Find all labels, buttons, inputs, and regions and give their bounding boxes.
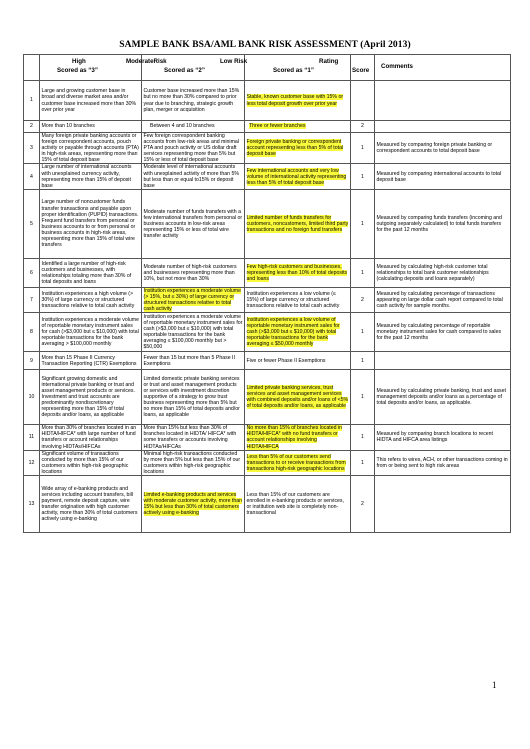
comment-cell: [375, 370, 511, 425]
header-score-label: Score: [352, 67, 370, 74]
moderate-risk-cell-text: Between 4 and 10 branches: [150, 123, 215, 130]
moderate-risk-cell-text: Minimal high-risk transactions conducted by more than 5% but less than 15% of our customers within high-risk geographic locations: [143, 450, 241, 475]
header-number-column: [24, 55, 40, 81]
score-cell-text: 1: [361, 269, 364, 276]
moderate-risk-cell-text: Limited e-banking products and services with moderate customer activity, more than 15% but less than 30% of total customers actively using e-banking: [143, 491, 243, 517]
comment-cell-text: Measured by comparing branch locations to recent HIDTA and HIFCA area listings: [376, 431, 493, 444]
comment-cell: [375, 81, 511, 121]
low-risk-cell: [245, 450, 351, 475]
row-number-text: 2: [30, 123, 33, 130]
score-cell-text: 1: [361, 145, 364, 152]
comment-cell: [375, 450, 511, 475]
moderate-risk-cell: [142, 450, 245, 475]
low-risk-cell-text: Five or fewer Phase II Exemptions: [246, 357, 326, 364]
row-number: [24, 425, 40, 450]
header-high: [40, 55, 167, 81]
score-cell: [351, 121, 375, 133]
score-cell-text: 1: [361, 459, 364, 466]
comment-cell: [375, 287, 511, 312]
low-risk-cell: [245, 475, 351, 532]
score-cell-text: 1: [361, 220, 364, 227]
page-number: 1: [492, 680, 497, 690]
score-cell: [351, 133, 375, 164]
moderate-risk-cell-text: Institution experiences a moderate volume (> 15%, but ≤ 30%) of large currency or structured transactions relative to total cash activity: [143, 287, 241, 313]
moderate-risk-cell: [142, 370, 245, 425]
high-risk-cell: [40, 425, 142, 450]
row-number-text: 1: [30, 97, 33, 104]
table-row: [24, 287, 511, 312]
header-moderate-risk-label: ModerateRisk: [126, 58, 167, 65]
row-number: [24, 189, 40, 258]
high-risk-cell: [40, 450, 142, 475]
table-row: [24, 133, 511, 164]
table-row: [24, 475, 511, 532]
low-risk-cell-text: Limited private banking services, trust services and asset management services with combined deposits and/or loans of <5% of total deposits and/or loans, as applicable: [246, 385, 349, 410]
row-number: [24, 287, 40, 312]
risk-assessment-table: [23, 54, 511, 533]
high-risk-cell: [40, 313, 142, 352]
score-cell: [351, 425, 375, 450]
comment-cell: [375, 425, 511, 450]
low-risk-cell-text: Stable, known customer base with 15% or less total deposit growth over prior year: [246, 94, 344, 107]
low-risk-cell-text: No more than 15% of branches located in HIDTA/HIFCA* with no fund transfers or account relationships involving HIDTA/HIFCA: [246, 425, 342, 450]
high-risk-cell-text: Institution experiences a moderate volume of reportable monetary instrument sales for cash (>$3,000 but ≤ $10,000) with total reportable transactions for the bank averaging > $100,000 monthly: [41, 316, 139, 348]
row-number: [24, 475, 40, 532]
moderate-risk-cell: [142, 189, 245, 258]
score-cell-text: 1: [361, 394, 364, 401]
comment-cell-text: Measured by comparing international accounts to total deposit base: [376, 170, 502, 183]
low-risk-cell-text: Few high-risk customers and businesses, representing less than 10% of total deposits and loans: [246, 263, 348, 282]
low-risk-cell-text: Institution experiences a low volume (≤ 15%) of large currency or structured transactions relative to total cash activity: [246, 290, 340, 310]
header-low: [245, 55, 351, 81]
header-comments-label: Comments: [381, 63, 413, 70]
comment-cell: [375, 258, 511, 287]
table-row: [24, 189, 511, 258]
score-cell: [351, 475, 375, 532]
page-title: SAMPLE BANK BSA/AML BANK RISK ASSESSMENT (April 2013): [119, 40, 411, 50]
moderate-risk-cell-text: Moderate level of international accounts with unexplained activity of more than 5% but less than or equal to15% or deposit base: [143, 164, 239, 189]
header-moderate: [142, 55, 248, 81]
high-risk-cell: [40, 133, 142, 164]
moderate-risk-cell-text: Moderate number of funds transfers with a few international transfers from personal or business accounts in low-risk areas representing 15% or less of total wire transfer activity: [143, 208, 243, 239]
moderate-risk-cell-text: Institution experiences a moderate volume of reportable monetary instrument sales for cash (>$3,000 but ≤ $10,000) with total reportable transactions for the bank averaging ≤ $100,000 monthly but > $50,000: [143, 313, 243, 351]
header-rating-label: Rating: [319, 58, 339, 65]
low-risk-cell: [245, 81, 351, 121]
score-cell: [351, 81, 375, 121]
high-risk-cell-text: Wide array of e-banking products and services including account transfers, bill payment, remote deposit capture, wire transfer origination with high customer activity, more than 30% of total customers actively using e-banking: [41, 485, 138, 523]
high-risk-cell: [40, 189, 142, 258]
table-row: [24, 258, 511, 287]
comment-cell: [375, 121, 511, 133]
high-risk-cell: [40, 370, 142, 425]
high-risk-cell-text: Large and growing customer base in broad and diverse market area and/or customer base increased more than 30% over prior year: [41, 88, 137, 113]
header-scored3-label: Scored as “3”: [57, 67, 98, 74]
low-risk-cell: [245, 258, 351, 287]
low-risk-cell: [245, 370, 351, 425]
header-scored1-label: Scored as “1”: [273, 67, 314, 74]
high-risk-cell-text: Significant growing domestic and international private banking or trust and asset management products or services. Investment and trust accounts are predominantly nondiscretionary representing more than 15% of total deposits and/or loans, as applicable: [41, 375, 135, 419]
moderate-risk-cell: [142, 425, 245, 450]
moderate-risk-cell-text: Fewer than 15 but more than 5 Phase II Exemptions: [143, 354, 235, 367]
row-number: [24, 450, 40, 475]
row-number: [24, 164, 40, 189]
low-risk-cell: [245, 189, 351, 258]
low-risk-cell-text: Less than 15% of our customers are enrolled in e-banking products or services, or institution web site is completely non-transactional: [246, 491, 344, 517]
comment-cell: [375, 189, 511, 258]
comment-cell-text: Measured by calculating high-risk customer total relationships to total bank customer relationships (calculating deposits and loans separately): [376, 263, 489, 282]
header-row: [24, 55, 511, 81]
moderate-risk-cell: [142, 287, 245, 312]
risk-table-body: [24, 81, 511, 533]
row-number: [24, 121, 40, 133]
low-risk-cell: [245, 121, 351, 133]
comment-cell-text: Measured by calculating private banking, trust and asset management deposits and/or loans as a percentage of total deposits and/or loans, as applicable.: [376, 388, 506, 407]
comment-cell-text: Measured by comparing foreign private banking or correspondent accounts to total deposit base: [376, 142, 493, 155]
low-risk-cell-text: Limited number of funds transfers for customers, noncustomers, limited third party transactions and no foreign fund transfers: [246, 214, 349, 233]
row-number-text: 10: [28, 394, 35, 401]
header-high-label: High: [72, 58, 86, 65]
high-risk-cell: [40, 352, 142, 370]
score-cell: [351, 313, 375, 352]
high-risk-cell: [40, 287, 142, 312]
moderate-risk-cell: [142, 133, 245, 164]
row-number-text: 12: [28, 459, 35, 466]
table-row: [24, 164, 511, 189]
high-risk-cell-text: More than 30% of branches located in an HIDTA/HIFCA* with large number of fund transfers or account relationships involving HIDTAs/HIFCAs: [41, 425, 137, 450]
moderate-risk-cell: [142, 81, 245, 121]
moderate-risk-cell-text: More than 15% but less than 30% of branches located in HIDTA/ HIFCA* with some transfers or accounts involving HIDTAs/HIFCAs: [143, 425, 237, 450]
score-cell: [351, 164, 375, 189]
score-cell: [351, 287, 375, 312]
comment-cell: [375, 313, 511, 352]
table-row: [24, 81, 511, 121]
score-cell-text: 1: [361, 434, 364, 441]
row-number: [24, 81, 40, 121]
table-row: [24, 313, 511, 352]
row-number-text: 8: [30, 329, 33, 336]
score-cell: [351, 352, 375, 370]
moderate-risk-cell-text: Limited domestic private banking services or trust and asset management products or services with investment discretion supportive of a strategy to grow trust business representing more than 5% but no more than 15% of total deposits and/or loans, as applicable: [143, 375, 240, 419]
low-risk-cell: [245, 352, 351, 370]
row-number-text: 9: [30, 357, 33, 364]
header-score: [351, 55, 375, 81]
moderate-risk-cell-text: Customer base increased more than 15% but no more than 30% compared to prior year due to branching, strategic growth plan, merger or acquisition: [143, 88, 240, 113]
row-number: [24, 352, 40, 370]
row-number-text: 11: [28, 434, 35, 441]
comment-cell-text: Measured by calculating percentage of reportable monetary instrument sales for cash compared to sales for the past 12 months: [376, 323, 502, 342]
comment-cell: [375, 133, 511, 164]
score-cell: [351, 189, 375, 258]
low-risk-cell-text: Less than 5% of our customers send transactions to or receive transactions from transactions high-risk geographic locations: [246, 453, 346, 472]
score-cell: [351, 450, 375, 475]
low-risk-cell-text: Institution experiences a low volume of reportable monetary instrument sales for cash (>$3,000 but ≤ $10,000) with total reportable transactions for the bank averaging ≤ $50,000 monthly: [246, 316, 340, 348]
low-risk-cell: [245, 425, 351, 450]
moderate-risk-cell: [142, 258, 245, 287]
row-number-text: 7: [30, 296, 33, 303]
moderate-risk-cell: [142, 164, 245, 189]
comment-cell-text: Measured by calculating percentage of transactions appearing on large dollar cash report compared to total cash activity for sample months.: [376, 290, 503, 310]
high-risk-cell-text: Large number of international accounts with unexplained currency activity, representing more than 15% of deposit base: [41, 164, 132, 189]
moderate-risk-cell: [142, 352, 245, 370]
moderate-risk-cell: [142, 475, 245, 532]
low-risk-cell: [245, 133, 351, 164]
table-row: [24, 425, 511, 450]
row-number: [24, 258, 40, 287]
row-number: [24, 133, 40, 164]
moderate-risk-cell: [142, 313, 245, 352]
high-risk-cell-text: More than 15 Phase II Currency Transaction Reporting (CTR) Exemptions: [41, 354, 137, 367]
high-risk-cell: [40, 81, 142, 121]
low-risk-cell-text: Foreign private banking or correspondent account representing less than 5% of total deposit base: [246, 139, 344, 158]
header-comments: [375, 55, 511, 81]
comment-cell-text: Measured by comparing funds transfers (incoming and outgoing separately calculated) to total funds transfers for the past 12 months: [376, 214, 502, 233]
row-number-text: 3: [30, 145, 33, 152]
comment-cell-text: This refers to wires, ACH, or other transactions coming in from or being sent to high risk areas: [376, 456, 508, 469]
score-cell: [351, 258, 375, 287]
table-row: [24, 370, 511, 425]
header-low-risk-label: Low Risk: [220, 58, 248, 65]
moderate-risk-cell-text: Moderate number of high-risk customers and businesses representing more than 10%, but not more than 30%: [143, 263, 237, 282]
score-cell-text: 1: [361, 329, 364, 336]
table-row: [24, 352, 511, 370]
score-cell-text: 2: [361, 296, 364, 303]
table-row: [24, 121, 511, 133]
high-risk-cell-text: Large number of noncustomer funds transfer transactions and payable upon proper identification (PUPID) transactions. Frequent fund transfers from personal or business accounts to or from personal or business accounts in high-risk areas, representing more than 15% of total wire transfers: [41, 199, 139, 249]
low-risk-cell-text: Three or fewer branches: [249, 123, 306, 130]
row-number-text: 6: [30, 269, 33, 276]
score-cell-text: 1: [361, 357, 364, 364]
low-risk-cell: [245, 164, 351, 189]
high-risk-cell-text: Many foreign private banking accounts or foreign correspondent accounts, pouch activity or payable through accounts (PTA) in high-risk areas, representing more than 15% of total deposit base: [41, 133, 139, 164]
high-risk-cell-text: Significant volume of transactions conducted by more than 15% of our customers within high-risk geographic locations: [41, 450, 129, 475]
row-number-text: 13: [28, 500, 35, 507]
row-number: [24, 370, 40, 425]
high-risk-cell-text: Identified a large number of high-risk customers and businesses, with relationships totaling more than 30% of total deposits and loans: [41, 260, 132, 285]
high-risk-cell: [40, 164, 142, 189]
high-risk-cell: [40, 475, 142, 532]
row-number-text: 5: [30, 220, 33, 227]
score-cell-text: 2: [361, 500, 364, 507]
moderate-risk-cell: [142, 121, 245, 133]
score-cell: [351, 370, 375, 425]
low-risk-cell: [245, 313, 351, 352]
row-number: [24, 313, 40, 352]
high-risk-cell: [40, 258, 142, 287]
score-cell-text: 1: [361, 173, 364, 180]
row-number-text: 4: [30, 173, 33, 180]
high-risk-cell: [40, 121, 142, 133]
table-row: [24, 450, 511, 475]
score-cell-text: 2: [361, 123, 364, 130]
low-risk-cell-text: Few international accounts and very low volume of international activity representing less than 5% of total deposit base: [246, 167, 347, 186]
header-scored2-label: Scored as “2”: [164, 67, 205, 74]
high-risk-cell-text: Institution experiences a high volume (> 30%) of large currency or structured transactions relative to total cash activity: [41, 290, 135, 310]
comment-cell: [375, 352, 511, 370]
low-risk-cell: [245, 287, 351, 312]
high-risk-cell-text: More than 10 branches: [41, 123, 95, 130]
moderate-risk-cell-text: Few foreign correspondent banking accounts from low-risk areas and minimal PTA and pouch activity or US dollar draft services representing more than 5% but 15% or less of total deposit base: [143, 133, 239, 164]
comment-cell: [375, 164, 511, 189]
comment-cell: [375, 475, 511, 532]
